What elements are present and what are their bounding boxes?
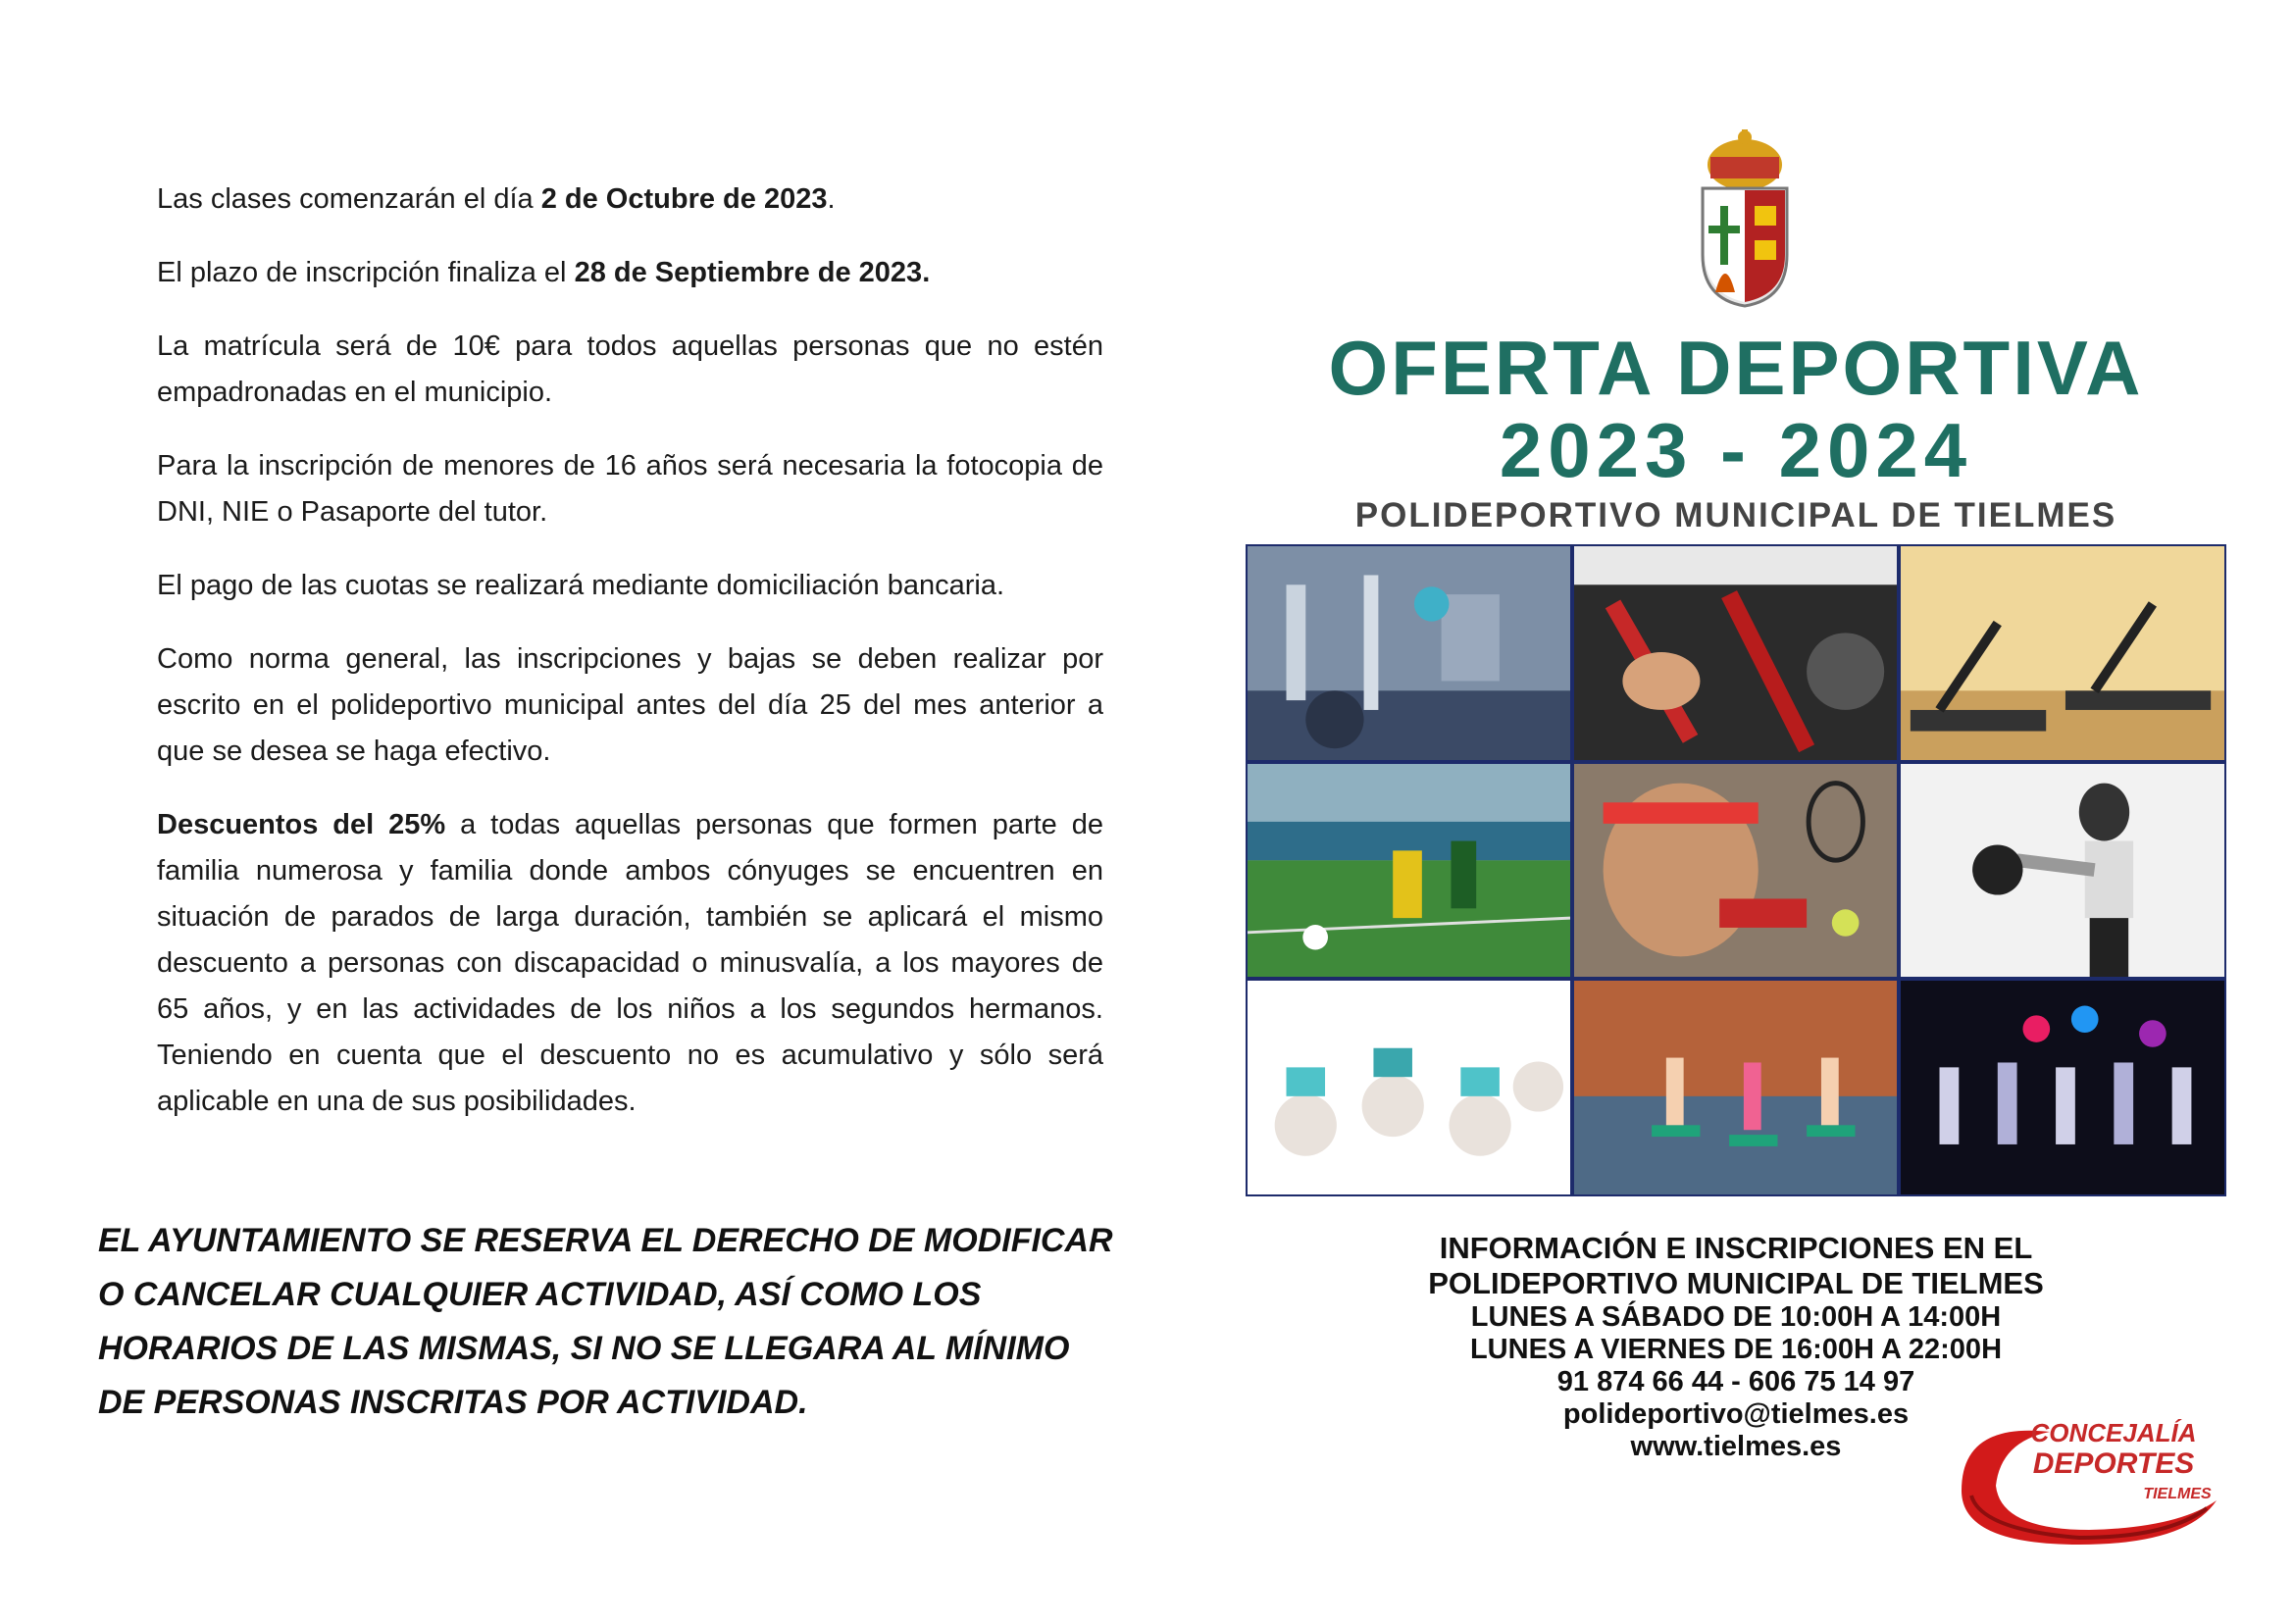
title-line-2: 2023 - 2024 (1499, 407, 1973, 493)
dance-photo (1899, 979, 2226, 1196)
fitball-photo (1246, 979, 1572, 1196)
title-line-1: OFERTA DEPORTIVA (1328, 325, 2144, 411)
logo-line-2: DEPORTES (2032, 1447, 2195, 1480)
pilates-photo (1899, 544, 2226, 762)
text: Las clases comenzarán el día (157, 183, 541, 215)
concejalia-deportes-logo (1942, 1402, 2236, 1549)
schedule-saturday: LUNES A SÁBADO DE 10:00H A 14:00H (1470, 1301, 2002, 1333)
spinning-photo (1572, 544, 1899, 762)
coat-of-arms-icon (1691, 127, 1799, 309)
gym-photo (1246, 544, 1572, 762)
logo-line-3: TIELMES (2143, 1486, 2212, 1502)
text: El plazo de inscripción finaliza el (157, 257, 575, 288)
start-date-paragraph (157, 177, 1103, 223)
discount-label: Descuentos del 25% (157, 809, 446, 840)
kettlebell-photo (1899, 762, 2226, 979)
disclaimer: EL AYUNTAMIENTO SE RESERVA EL DERECHO DE MODIFICAR O CANCELAR CUALQUIER ACTIVIDAD, ASÍ COMO LOS HORARIOS DE LAS MISMAS, SI NO SE LLEGARA AL MÍNIMO DE PERSONAS INSCRITAS POR ACTIVIDAD. (98, 1222, 1113, 1421)
start-date: 2 de Octubre de 2023 (540, 183, 828, 215)
info-heading-2: POLIDEPORTIVO MUNICIPAL DE TIELMES (1428, 1266, 2044, 1300)
sports-photo-collage (1246, 544, 2226, 1196)
logo-line-1: CONCEJALÍA (2030, 1418, 2197, 1447)
schedule-weekdays: LUNES A VIERNES DE 16:00H A 22:00H (1469, 1334, 2003, 1365)
phone-numbers: 91 874 66 44 - 606 75 14 97 (1556, 1366, 1915, 1397)
football-photo (1246, 762, 1572, 979)
cancellation-paragraph: Como norma general, las inscripciones y bajas se deben realizar por escrito en el polideportivo municipal antes del día 25 del mes anterior a que se desea se haga efectivo. (157, 643, 1103, 767)
text: a todas aquellas personas que formen parte de familia numerosa y familia donde ambos cónyuges se encuentren en situación de parados de larga duración, también se aplicará el mismo descuento a personas con discapacidad o minusvalía, a los mayores de 65 años, y en las actividades de los niños a los segundos hermanos. Teniendo en cuenta que el descuento no es acumulativo y sólo será aplicable en una de sus posibilidades. (157, 809, 1103, 1117)
website: www.tielmes.es (1630, 1431, 1842, 1462)
discounts-paragraph (157, 802, 1103, 1125)
email-address: polideportivo@tielmes.es (1562, 1398, 1910, 1430)
enrollment-fee-paragraph: La matrícula será de 10€ para todos aquellas personas que no estén empadronadas en el municipio. (157, 330, 1103, 408)
text: . (827, 183, 836, 215)
minors-paragraph: Para la inscripción de menores de 16 años será necesaria la fotocopia de DNI, NIE o Pasaporte del tutor. (157, 450, 1103, 528)
info-column (157, 177, 1103, 1152)
tennis-photo (1572, 762, 1899, 979)
subtitle: POLIDEPORTIVO MUNICIPAL DE TIELMES (1354, 496, 2117, 534)
step-aerobics-photo (1572, 979, 1899, 1196)
info-heading-1: INFORMACIÓN E INSCRIPCIONES EN EL (1439, 1231, 2033, 1265)
deadline-date: 28 de Septiembre de 2023. (574, 257, 931, 288)
payment-paragraph: El pago de las cuotas se realizará mediante domiciliación bancaria. (157, 570, 1005, 601)
deadline-paragraph (157, 250, 1103, 296)
